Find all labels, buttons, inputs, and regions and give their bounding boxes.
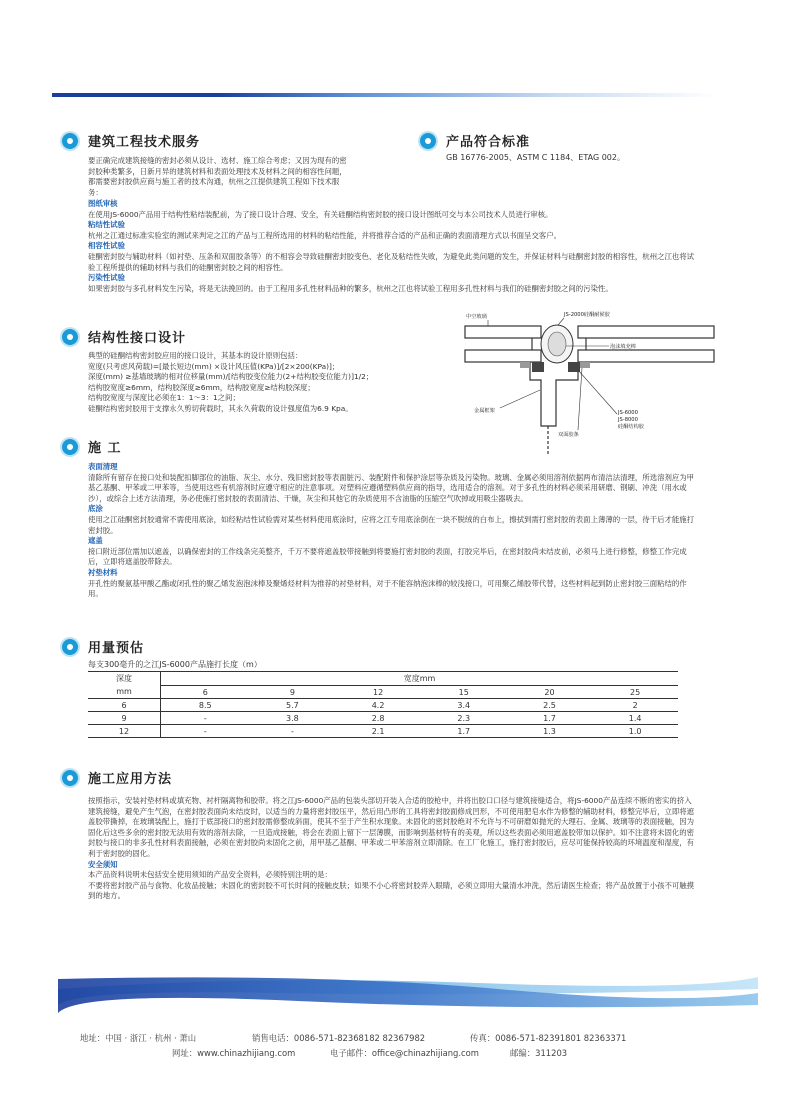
application-item-text: 使用之江硅酮密封胶通常不需使用底涂，如经粘结性试验需对某些材料使用底涂时，应将之江专用底涂倒在一块不脱绒的白布上，擦拭到需打密封胶的表面上薄薄的一层，待干后才能施打密封胶。 [88,514,695,535]
service-item-text: 硅酮密封胶与辅助材料（如衬垫、压条和双面胶条等）的不相容会导致硅酮密封胶变色、老化及粘结性失败，为避免此类问题的发生，并保证材料与硅酮密封胶的相容性，杭州之江也将试验工程所提供的辅助材料与我们的硅酮密封胶之间的相容性。 [88,251,695,272]
circle-bullet-icon [62,133,78,149]
footer-fax: 传真：0086-571-82391801 82363371 [470,1033,627,1043]
double-tape-right [580,362,590,368]
safety-line: 本产品资料说明未包括安全使用须知的产品安全资料，必须特别注明的是： [88,870,332,880]
joint-diagram [460,308,720,456]
footer-sales: 销售电话：0086-571-82368182 82367982 [252,1033,426,1043]
joint-design-line: 深度(mm) ≥基墙玻璃的相对位移量(mm)/[结构胶变位能力(2+结构胶变位能力)]1/2； [88,372,374,382]
section-title-method [62,768,172,787]
joint-design-line: 结构胶宽度≥6mm，结构胶深度≥6mm，结构胶宽度≥结构胶深度； [88,382,315,392]
section-title-usage [62,637,144,656]
value-cell: 4.2 [335,699,421,712]
width-cell: 15 [421,686,507,699]
footer-website[interactable]: 网址：www.chinazhijiang.com [172,1048,296,1058]
value-cell: 2.5 [507,699,593,712]
section-title-text: 产品符合标准 [446,135,531,150]
label-js8000: JS-8000 [618,417,638,423]
value-cell: 2.1 [335,725,421,738]
application-item-text: 接口附近部位需加以遮盖，以确保密封的工作线条完美整齐，千万不要将遮盖胶带接触到将要施打密封胶的表面，打胶完毕后，在密封胶尚未结皮前，必须马上进行修整，修整工作完成后，立即将遮盖胶带除去。 [88,546,687,567]
depth-header: 深度 [88,672,161,686]
table-header-row [88,672,678,686]
value-cell: 3.4 [421,699,507,712]
foam-rod [548,332,566,356]
width-cell: 12 [335,686,421,699]
joint-design-line: 硅酮结构密封胶用于支撑永久剪切荷载时，其永久荷载的设计强度值为6.9 Kpa。 [88,403,353,413]
section-title-service [62,131,200,150]
value-cell: - [250,725,336,738]
section-title-text: 施工应用方法 [88,772,173,787]
glass-panel-right [578,326,714,338]
value-cell: 3.8 [250,712,336,725]
width-cell: 6 [161,686,250,699]
value-cell: 1.7 [507,712,593,725]
label-hollow-glass: 中空玻璃 [466,314,487,320]
service-item-text: 如果密封胶与多孔材料发生污染，将是无法挽回的。由于工程用多孔性材料品种的繁多，杭州之江也将试验工程用多孔性材料与我们的硅酮密封胶之间的污染性。 [88,283,613,293]
safety-line: 不要将密封胶产品与食物、化妆品接触；未固化的密封胶不可长时间的接触皮肤；如果不小心将密封胶弄入眼睛，必须立即用大量清水冲洗，然后请医生检查；将产品放置于小孩不可触摸到的地方。 [88,880,695,901]
section-title-text: 用量预估 [88,641,145,656]
value-cell: 1.3 [507,725,593,738]
table-row [88,712,678,725]
service-item-label: 粘结性试验 [88,220,125,230]
width-cell: 25 [592,686,678,699]
footer-postcode: 邮编：311203 [510,1048,568,1058]
depth-cell: 12 [88,725,161,738]
table-header-row [88,686,678,699]
width-cell: 20 [507,686,593,699]
method-text: 按照指示，安装衬垫材料或填充物、衬杆隔离物和胶带。将之江JS-6000产品的包装头部切开装入合适的胶枪中，并将出胶口口径与建筑接缝适合，将JS-6000产品连续不断的密实的挤入建筑接缝，避免产生气泡，在密封胶表面尚未结皮时，以适当的力量将密封胶压平，然后用凸形的工具将密封胶面修成凹形，不可使用肥皂水作为修整的辅助材料，修整完毕后，立即将遮盖胶带撕掉，在玻璃装配上，施打于底部接口的密封胶需修整成斜面，使其不至于产生积水现象。未固化的密封胶绝对不允许与不可研磨如抛光的大理石、金属、玻璃等的表面接触，因为固化后这些多余的密封胶无法用有效的溶剂去除，一旦造成接触，将会在表面上留下一层薄膜，而影响到基材特有的美观，所以这些表面必须用遮盖胶带加以保护。如不注意将未固化的密封胶与接口的非多孔性材料表面接触，必须在密封胶尚未固化之前，用甲基乙基酮、甲苯或二甲苯溶剂立即清除。在工厂化施工，施打密封胶后，应尽可能保持较高的环境温度和湿度，有利于密封胶的固化。 [88,796,695,858]
circle-bullet-icon [62,770,78,786]
glass-panel-left [465,326,541,338]
service-item-label: 图纸审核 [88,199,118,208]
double-tape-left [520,362,530,368]
value-cell: - [161,725,250,738]
label-js2000: JS-2000硅酮耐候胶 [564,312,610,318]
table-row [88,699,678,712]
value-cell: 8.5 [161,699,250,712]
application-item-label: 底涂 [88,504,103,514]
section-title-text: 施 工 [88,441,122,456]
service-items [88,199,698,294]
application-item-text: 开孔性的聚氨基甲酸乙酯或闭孔性的聚乙烯发泡泡沫棒及聚烯烃材料为推荐的衬垫材料，对于不能容纳泡沫棒的较浅接口，可用聚乙烯胶带代替，这些材料起到防止密封胶三面粘结的作用。 [88,578,687,599]
depth-cell: 9 [88,712,161,725]
joint-design-line: 宽度(只考虑风荷载)=[最长短边(mm) ×设计风压值(KPa)]/[2×200(KPa)]； [88,361,340,371]
leader-line [500,390,540,408]
joint-design-text [88,351,448,415]
label-metal-frame: 金属框架 [474,408,495,414]
joint-design-line: 典型的硅酮结构密封胶应用的接口设计，其基本的设计原则包括： [88,351,303,360]
section-title-standards [420,131,530,150]
service-item-label: 相容性试验 [88,241,125,251]
service-item-text: 杭州之江通过标准实验室的测试来判定之江的产品与工程所选用的材料的粘结性能，并将推荐合适的产品和正确的表面清理方式以书面呈交客户。 [88,230,562,240]
application-item-label: 遮盖 [88,536,103,546]
circle-bullet-icon [62,639,78,655]
header-rule [52,93,718,97]
label-foam-rod: 泡沫填充棒 [610,344,636,350]
application-item-label: 表面清理 [88,462,118,471]
joint-design-line: 结构胶宽度与深度比必须在1：1～3：1之间； [88,393,240,403]
footer-wave-band [58,975,758,1013]
section-title-text: 建筑工程技术服务 [88,135,201,150]
label-js6000: JS-6000 [618,410,638,416]
method-body [88,796,698,902]
value-cell: 1.0 [592,725,678,738]
leader-line [558,318,564,325]
service-intro: 要正确完成建筑接缝的密封必须从设计、选材、施工综合考虑；又因为现有的密封胶种类繁多，日新月异的建筑材料和表面处理技术及材料之间的相容性问题，都需要密封胶供应商与施工者的技术沟通，杭州之江提供建筑工程如下技术服务： [88,156,347,197]
value-cell: 2.8 [335,712,421,725]
glass-panel-left-inner [465,350,541,362]
table-row [88,725,678,738]
wave-dark [58,977,758,1013]
circle-bullet-icon [420,133,436,149]
depth-cell: 6 [88,699,161,712]
section-title-text: 结构性接口设计 [88,331,187,346]
application-item-text: 清除所有留存在接口处和装配扣脚部位的油脂、灰尘、水分、残旧密封胶等表面脏污、装配附件和保护涂层等杂质及污染物。玻璃、金属必须用溶剂依据两布清洁法清理，所选溶剂应为甲基乙基酮、甲苯或二甲苯等，当使用这些有机溶剂时应遵守相应的注意事项。对塑料应遵循塑料供应商的指导，选用适合的溶剂。对于多孔性的材料必须采用研磨、钢刷、冲洗（用水或沙），或综合上述方法清理，务必使施打密封胶的表面清洁、干燥，灰尘和其他它的杂质使用不含油脂的压缩空气吹掉或用吸尘器吸去。 [88,472,695,503]
value-cell: 2 [592,699,678,712]
usage-table [88,671,678,738]
section-title-application [62,437,122,456]
application-item-label: 衬垫材料 [88,567,118,577]
label-double-tape: 双面胶条 [558,432,579,438]
circle-bullet-icon [62,329,78,345]
width-header: 宽度mm [161,672,679,686]
footer-address: 地址：中国 · 浙江 · 杭州 · 萧山 [80,1033,197,1043]
usage-caption: 每支300毫升的之江JS-6000产品施打长度（m） [88,660,262,669]
safety-label: 安全须知 [88,859,118,869]
glass-panel-right-inner [578,350,714,362]
service-item-label: 污染性试验 [88,273,125,283]
value-cell: - [161,712,250,725]
value-cell: 1.7 [421,725,507,738]
circle-bullet-icon [62,439,78,455]
service-item-text: 在使用JS-6000产品用于结构性粘结装配前，为了接口设计合理、安全，有关硅酮结构密封胶的接口设计图纸可交与本公司技术人员进行审核。 [88,209,553,219]
footer-email[interactable]: 电子邮件：office@chinazhijiang.com [330,1048,479,1058]
value-cell: 2.3 [421,712,507,725]
value-cell: 5.7 [250,699,336,712]
section-title-joint-design [62,327,186,346]
structural-silicone-left [532,362,544,372]
label-structural: 硅酮结构胶 [618,424,644,430]
standards-text: GB 16776-2005、ASTM C 1184、ETAG 002。 [446,153,625,162]
value-cell: 1.4 [592,712,678,725]
depth-unit: mm [88,686,161,699]
width-cell: 9 [250,686,336,699]
application-items [88,462,698,600]
leader-line [578,370,617,414]
